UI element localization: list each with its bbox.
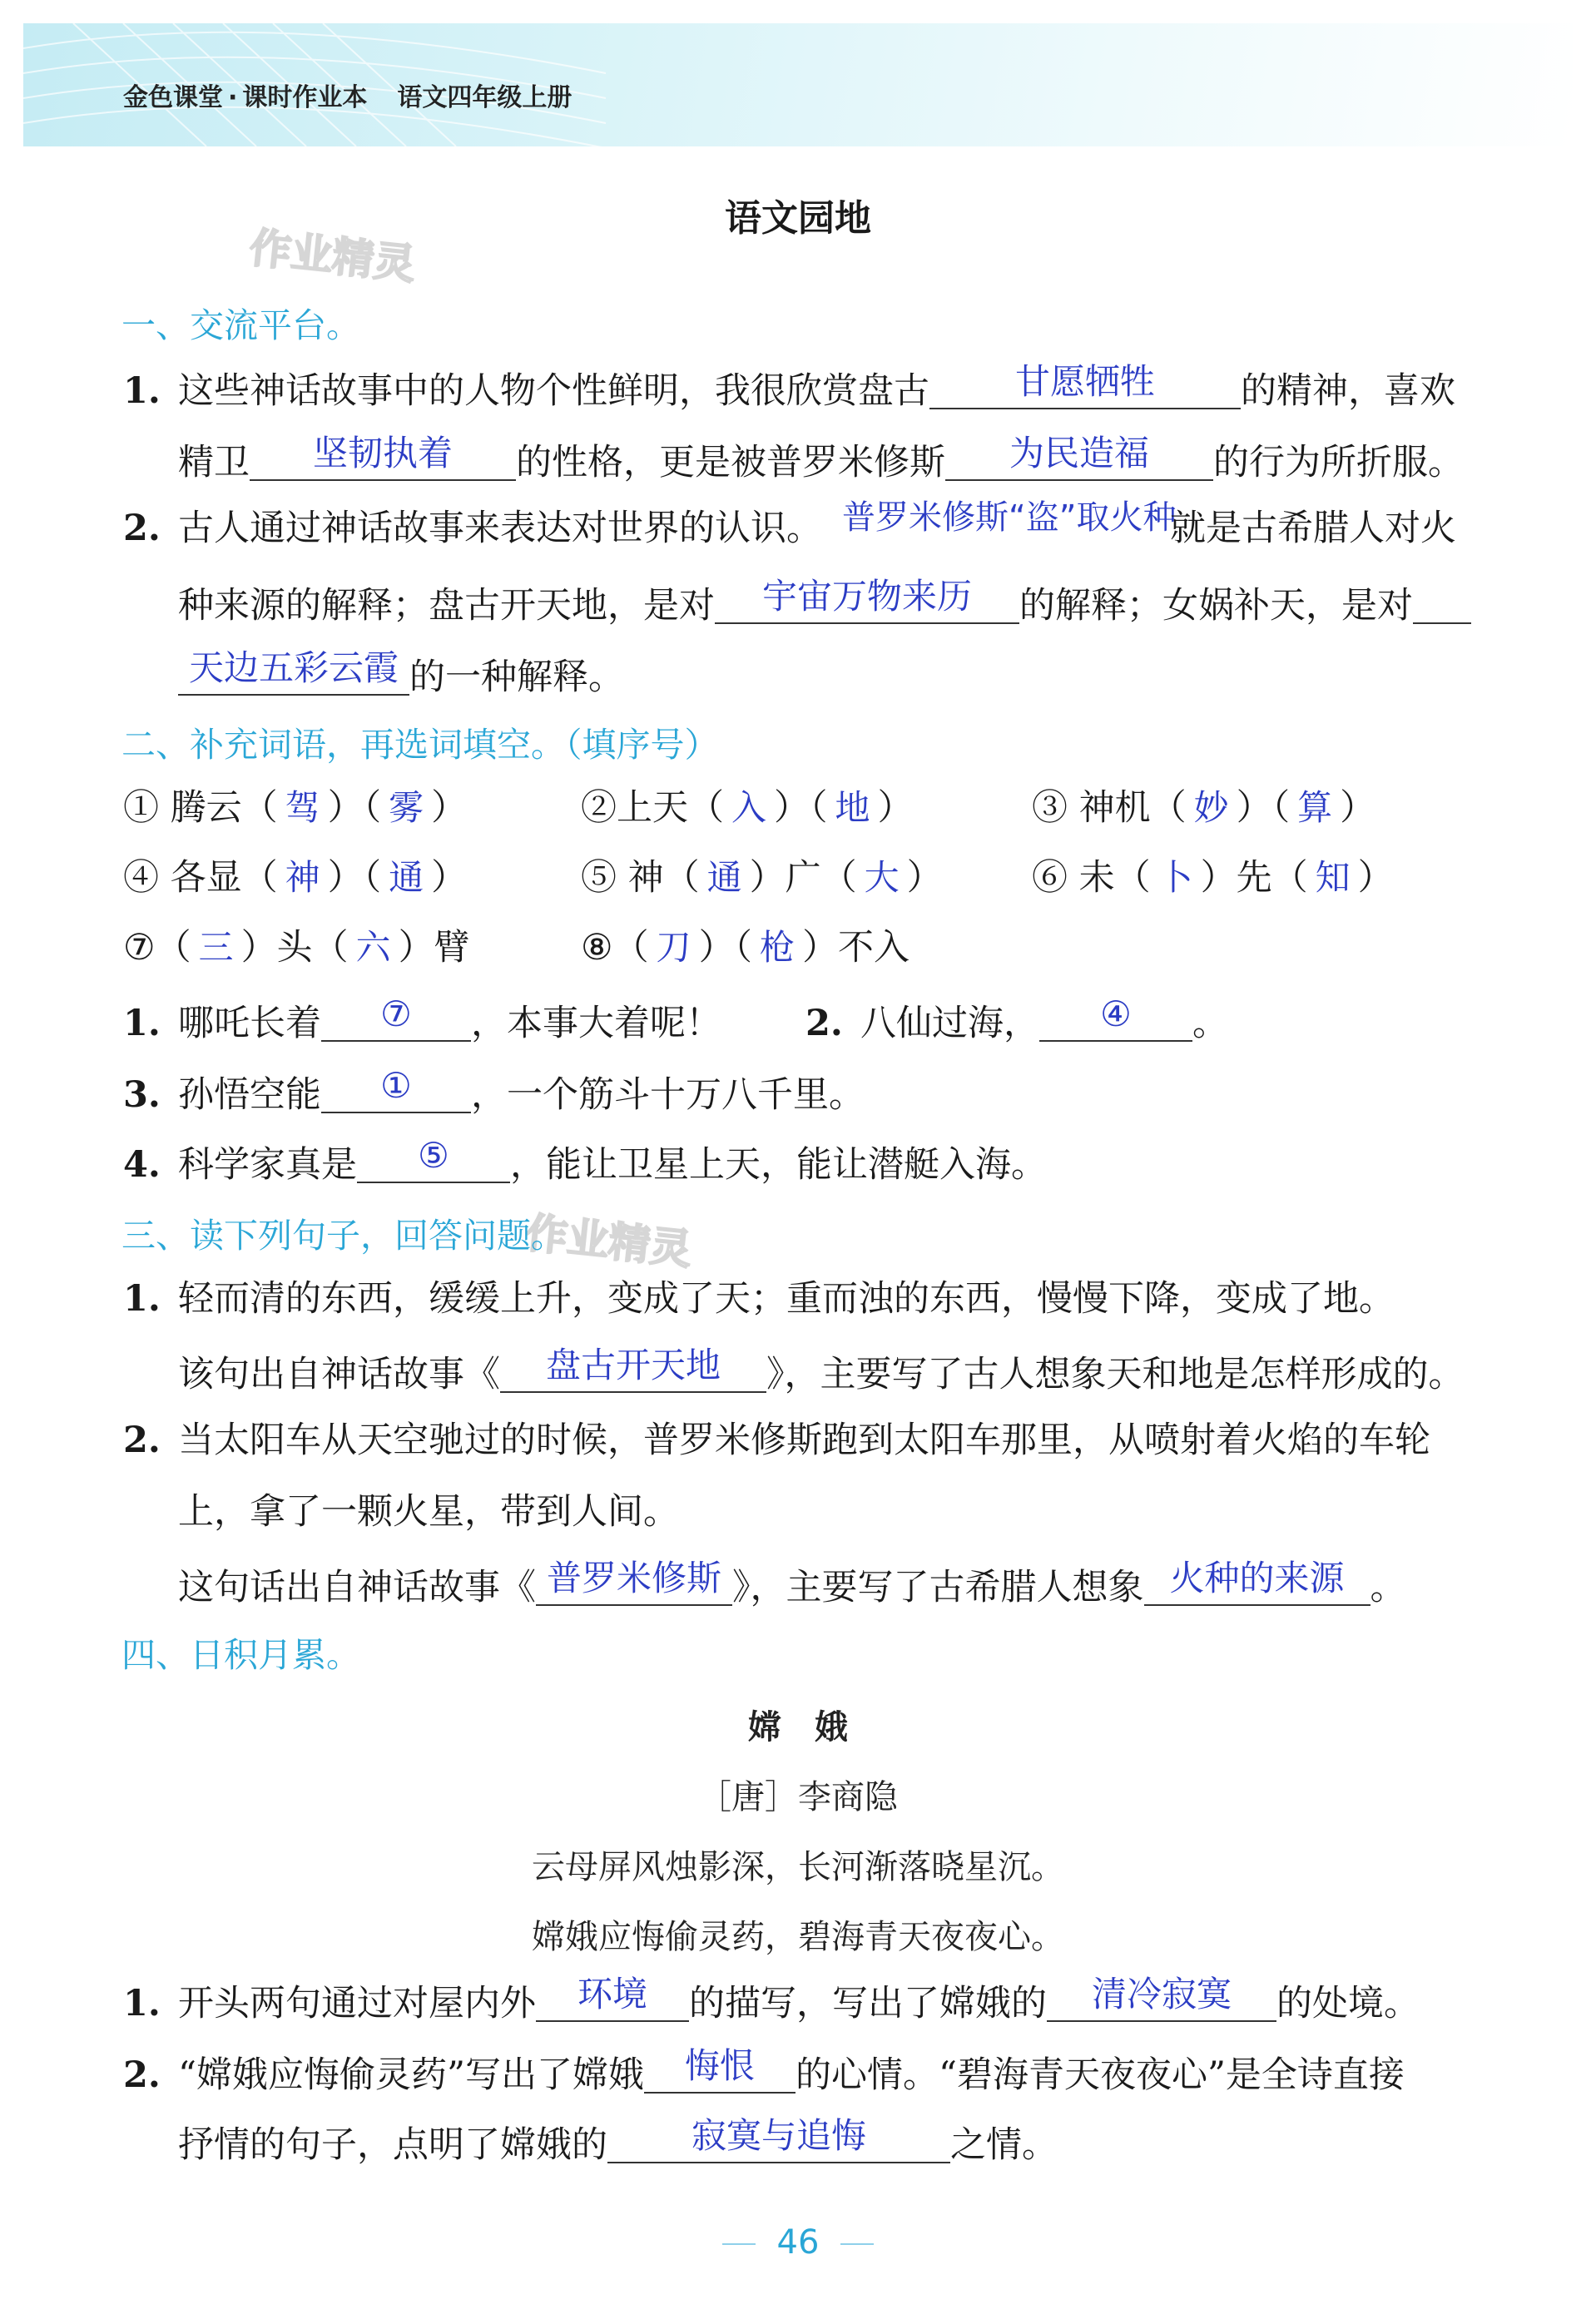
page-number [0, 2223, 1596, 2262]
handwritten-answer[interactable]: 通 [706, 857, 742, 898]
section-heading-1: 一、交流平台。 [121, 305, 360, 345]
question-text: 的性格，更是被普罗米修斯 [516, 442, 945, 483]
fill-item-1 [123, 994, 721, 1044]
answer-blank[interactable] [1047, 1974, 1276, 2022]
answer-blank[interactable] [929, 361, 1241, 409]
question-number: 3. [123, 1074, 161, 1116]
circled-number: ③ [1032, 787, 1068, 829]
answer-blank[interactable] [321, 1065, 471, 1113]
question-text: ，一个筋斗十万八千里。 [471, 1074, 865, 1116]
word-text: 上天（ [617, 787, 724, 829]
word-text: ）（ [1236, 787, 1291, 829]
answer-blank[interactable] [644, 2045, 796, 2094]
circled-number: ⑤ [581, 857, 617, 899]
p1-q1-line2 [178, 433, 1464, 483]
question-text: 的精神，喜欢 [1241, 370, 1455, 412]
question-text: 当太阳车从天空驰过的时候，普罗米修斯跑到太阳车那里，从喷射着火焰的车轮 [178, 1420, 1430, 1461]
poem-title: 嫦 娥 [748, 1708, 848, 1747]
circled-number: ② [581, 787, 617, 829]
p4-q1 [123, 1974, 1420, 2024]
word-item-1 [123, 787, 468, 829]
header-title [123, 77, 572, 113]
question-text: 的描写，写出了嫦娥的 [689, 1983, 1047, 2024]
question-text: 之情。 [950, 2124, 1058, 2166]
question-text: 。 [1192, 1003, 1228, 1044]
p1-q2-answer-overlay [842, 498, 1177, 548]
p4-q2-line1 [123, 2045, 1405, 2096]
handwritten-answer[interactable]: 通 [389, 857, 424, 898]
question-text: 。 [1370, 1567, 1406, 1608]
word-text: 神机（ [1078, 787, 1187, 829]
question-number: 2. [805, 1003, 843, 1044]
handwritten-answer: 为民造福 [1009, 433, 1149, 473]
answer-blank[interactable] [1144, 1558, 1370, 1606]
circled-number: ④ [123, 857, 159, 899]
word-text: ） [877, 787, 914, 829]
answer-blank[interactable] [842, 498, 1177, 548]
word-text: ）（ [698, 927, 753, 969]
question-text: 八仙过海， [860, 1003, 1039, 1044]
word-text: ） [906, 857, 943, 899]
word-text: 神（ [627, 857, 700, 899]
word-item-4 [123, 857, 468, 899]
question-text: 这句话出自神话故事《 [178, 1567, 536, 1608]
handwritten-answer[interactable]: 知 [1315, 857, 1351, 898]
handwritten-answer[interactable]: 入 [731, 787, 766, 828]
fill-item-3 [123, 1065, 865, 1116]
word-text: ）（ [327, 787, 382, 829]
handwritten-answer: 寂寞与追悔 [691, 2115, 866, 2156]
p3-q1-sentence [123, 1278, 1395, 1320]
question-text: ，能让卫星上天，能让潜艇入海。 [510, 1144, 1047, 1186]
question-text: 古人通过神话故事来表达对世界的认识。 [178, 508, 822, 549]
section-heading-2: 二、补充词语，再选词填空。（填序号） [121, 725, 719, 765]
question-text: 孙悟空能 [178, 1074, 321, 1116]
question-number: 2. [123, 2054, 161, 2096]
handwritten-answer: 悔恨 [684, 2045, 755, 2086]
answer-blank[interactable] [536, 1558, 732, 1606]
question-text: 的心情。“碧海青天夜夜心”是全诗直接 [795, 2054, 1405, 2096]
fill-item-2 [805, 994, 1228, 1044]
word-text: 腾云（ [170, 787, 278, 829]
header-series: 金色课堂 [123, 83, 223, 112]
question-text: ，本事大着呢！ [471, 1003, 721, 1044]
circled-number: ⑦ [123, 927, 156, 969]
question-text: 科学家真是 [178, 1144, 357, 1186]
handwritten-answer: 天边五彩云霞 [188, 647, 399, 688]
poem-line-1: 云母屏风烛影深，长河渐落晓星沉。 [532, 1848, 1064, 1886]
question-text: 抒情的句子，点明了嫦娥的 [178, 2124, 607, 2166]
answer-blank[interactable] [357, 1135, 510, 1183]
word-text: ）（ [327, 857, 382, 899]
handwritten-answer: ⑦ [380, 994, 412, 1034]
handwritten-answer[interactable]: 六 [355, 927, 391, 968]
handwritten-answer: 普罗米修斯“盗”取火种 [842, 498, 1177, 537]
watermark-logo-2: 作业精灵 [523, 1208, 695, 1275]
handwritten-answer[interactable]: 刀 [656, 927, 691, 968]
question-text: 就是古希腊人对火 [1170, 508, 1456, 549]
word-item-2 [581, 787, 914, 829]
section-heading-4: 四、日积月累。 [121, 1635, 360, 1675]
word-text: ）臂 [398, 927, 470, 969]
question-text: 种来源的解释；盘古开天地，是对 [178, 585, 715, 627]
question-text: 的行为所折服。 [1213, 442, 1464, 483]
handwritten-answer: 盘古开天地 [545, 1345, 721, 1385]
question-text: 这些神话故事中的人物个性鲜明，我很欣赏盘古 [178, 370, 929, 412]
answer-blank[interactable] [536, 1974, 689, 2022]
question-text: 哪吒长着 [178, 1003, 321, 1044]
question-number: 4. [123, 1144, 161, 1186]
word-text: ）（ [774, 787, 828, 829]
question-text: 的处境。 [1276, 1983, 1420, 2024]
word-item-5 [581, 857, 943, 899]
handwritten-answer[interactable]: 算 [1297, 787, 1333, 828]
p1-q2-line3 [178, 647, 624, 698]
p3-q1-answer-line [178, 1345, 1465, 1395]
word-text: ） [431, 857, 468, 899]
question-text: 》，主要写了古人想象天和地是怎样形成的。 [766, 1354, 1465, 1395]
handwritten-answer: 甘愿牺牲 [1014, 361, 1155, 402]
page-number-value: 46 [776, 2223, 820, 2262]
answer-blank[interactable] [1039, 994, 1192, 1042]
handwritten-answer: ⑤ [418, 1135, 449, 1176]
handwritten-answer: 普罗米修斯 [546, 1558, 721, 1598]
p1-q1-line1 [123, 361, 1455, 412]
answer-blank-start[interactable] [1413, 582, 1471, 624]
handwritten-answer: 环境 [577, 1974, 647, 2014]
handwritten-answer[interactable]: 地 [835, 787, 870, 828]
header-book: 课时作业本 [242, 83, 368, 112]
circled-number: ⑥ [1032, 857, 1068, 899]
question-number: 1. [123, 1003, 161, 1044]
watermark-logo: 作业精灵 [247, 223, 419, 290]
question-number: 2. [123, 1420, 161, 1461]
question-text: 该句出自神话故事《 [178, 1354, 500, 1395]
word-text: ）不入 [802, 927, 910, 969]
answer-blank[interactable] [607, 2115, 950, 2163]
header-dot: · [228, 83, 238, 112]
word-text: 各显（ [170, 857, 278, 899]
question-text: “嫦娥应悔偷灵药”写出了嫦娥 [178, 2054, 644, 2096]
word-text: ）广（ [749, 857, 857, 899]
question-text: 》，主要写了古希腊人想象 [732, 1567, 1144, 1608]
handwritten-answer[interactable]: 雾 [389, 787, 424, 828]
word-item-7 [123, 927, 470, 969]
handwritten-answer: ④ [1100, 994, 1132, 1034]
p3-q2-line1 [123, 1420, 1430, 1461]
section-heading-3: 三、读下列句子，回答问题。 [121, 1216, 565, 1256]
word-text: ） [1357, 857, 1394, 899]
question-number: 1. [123, 370, 161, 412]
answer-blank[interactable] [945, 433, 1213, 481]
page-title: 语文园地 [725, 197, 871, 240]
question-text: 的解释；女娲补天，是对 [1019, 585, 1413, 627]
handwritten-answer[interactable]: 大 [864, 857, 900, 898]
header-subject: 语文四年级上册 [397, 83, 572, 112]
handwritten-answer: 坚韧执着 [312, 433, 453, 473]
p3-q2-answer-line [178, 1558, 1406, 1608]
word-item-3 [1032, 787, 1376, 829]
question-number: 1. [123, 1278, 161, 1320]
question-text: 的一种解释。 [409, 657, 624, 698]
answer-blank[interactable] [178, 647, 409, 696]
question-text: 开头两句通过对屋内外 [178, 1983, 536, 2024]
handwritten-answer[interactable]: 妙 [1193, 787, 1229, 828]
answer-blank[interactable] [321, 994, 471, 1042]
handwritten-answer: 清冷寂寞 [1091, 1974, 1232, 2014]
handwritten-answer: 宇宙万物来历 [761, 576, 972, 617]
handwritten-answer[interactable]: 神 [285, 857, 320, 898]
answer-blank[interactable] [250, 433, 516, 481]
word-text: ） [1340, 787, 1376, 829]
p4-q2-line2 [178, 2115, 1058, 2166]
handwritten-answer: ① [380, 1065, 412, 1106]
handwritten-answer[interactable]: 三 [198, 927, 234, 968]
p3-q2-line2 [178, 1491, 679, 1533]
word-text: 未（ [1078, 857, 1151, 899]
answer-blank[interactable] [715, 576, 1019, 624]
p1-q2-line1 [123, 508, 822, 549]
handwritten-answer: 火种的来源 [1169, 1558, 1345, 1598]
answer-blank[interactable] [500, 1345, 766, 1393]
circled-number: ① [123, 787, 159, 829]
word-text: ） [431, 787, 468, 829]
word-text: ）先（ [1200, 857, 1308, 899]
handwritten-answer[interactable]: 驾 [285, 787, 320, 828]
question-text: 轻而清的东西，缓缓上升，变成了天；重而浊的东西，慢慢下降，变成了地。 [178, 1278, 1395, 1320]
word-text: （ [155, 927, 191, 969]
poem-line-2: 嫦娥应悔偷灵药，碧海青天夜夜心。 [532, 1918, 1064, 1956]
poem-author: ［唐］李商隐 [698, 1778, 898, 1816]
question-text: 上，拿了一颗火星，带到人间。 [178, 1491, 679, 1533]
circled-number: ⑧ [581, 927, 613, 969]
question-number: 2. [123, 508, 161, 549]
p1-q2-line2 [178, 576, 1471, 627]
word-item-8 [581, 927, 910, 969]
fill-item-4 [123, 1135, 1047, 1186]
word-text: ）头（ [240, 927, 349, 969]
p1-q2-line1-end [1170, 508, 1456, 549]
handwritten-answer[interactable]: 枪 [760, 927, 796, 968]
question-number: 1. [123, 1983, 161, 2024]
word-item-6 [1032, 857, 1394, 899]
word-text: （ [612, 927, 649, 969]
handwritten-answer[interactable]: 卜 [1157, 857, 1193, 898]
question-text: 精卫 [178, 442, 250, 483]
